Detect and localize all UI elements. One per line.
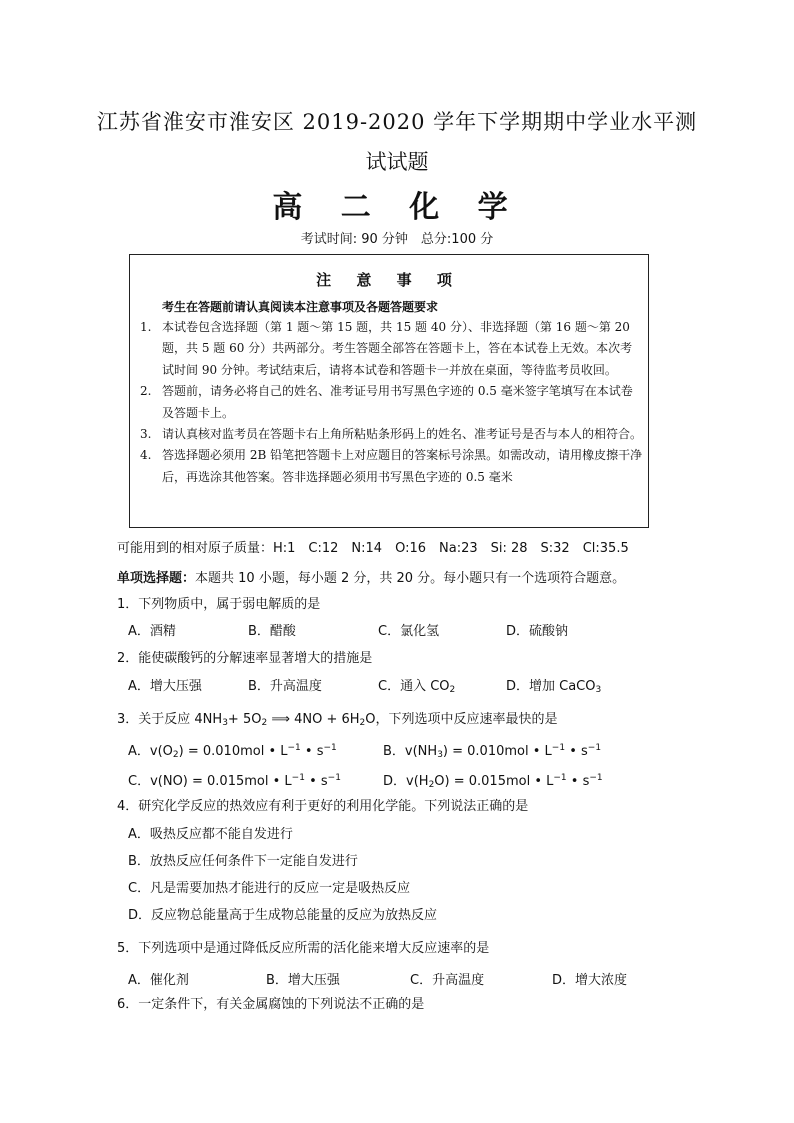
q3-d-part: O) = 0.015mol • L xyxy=(434,774,554,789)
q3-a-part: A．v(O xyxy=(128,744,173,759)
q2-option-d xyxy=(506,675,601,695)
q2-option-c-subscript: 2 xyxy=(449,685,456,695)
q2-option-d-subscript: 3 xyxy=(595,685,602,695)
question-2-stem: 2．能使碳酸钙的分解速率显著增大的措施是 xyxy=(117,651,373,666)
notice-item-number: 4. xyxy=(140,448,152,463)
q4-option-b: B．放热反应任何条件下一定能自发进行 xyxy=(128,854,358,869)
notice-item-text: 本试卷包含选择题（第 1 题～第 15 题，共 15 题 40 分）、非选择题（第 16 题～第 20 题，共 5 题 60 分）共两部分。考生答题全部答在答题卡上，答在本试卷上无效。本次考试时间 90 分钟。考试结束后，请将本试卷和答题卡一并放在桌面，等待监考员收回。 xyxy=(162,320,633,377)
section-heading-text: 本题共 10 小题，每小题 2 分，共 20 分。每小题只有一个选项符合题意。 xyxy=(195,571,626,586)
q3-subscript: 2 xyxy=(359,718,366,728)
q2-option-a: A．增大压强 xyxy=(128,679,202,694)
section-heading xyxy=(117,567,625,586)
question-5-stem: 5．下列选项中是通过降低反应所需的活化能来增大反应速率的是 xyxy=(117,941,490,956)
q3-superscript: −1 xyxy=(291,773,305,783)
subject-title: 高 二 化 学 xyxy=(272,190,522,225)
notice-item xyxy=(138,445,643,488)
notice-item-text: 答选择题必须用 2B 铅笔把答题卡上对应题目的答案标号涂黑。如需改动，请用橡皮擦干净后，再选涂其他答案。答非选择题必须用书写黑色字迹的 0.5 毫米 xyxy=(162,448,643,484)
q3-option-b xyxy=(383,740,601,760)
notice-item-number: 3. xyxy=(140,427,152,442)
q3-d-part: • s xyxy=(566,774,590,789)
notice-item xyxy=(138,424,643,445)
q1-option-d: D．硫酸钠 xyxy=(506,624,569,639)
q2-option-d-text: D．增加 CaCO xyxy=(506,679,596,694)
q3-c-part: • s xyxy=(304,774,328,789)
notice-title: 注 意 事 项 xyxy=(316,271,462,289)
q1-option-a: A．酒精 xyxy=(128,624,176,639)
q1-option-b: B．醋酸 xyxy=(248,624,296,639)
q5-option-d: D．增大浓度 xyxy=(552,973,628,988)
q3-stem-part: ⟹ 4NO + 6H xyxy=(267,712,360,727)
notice-item-number: 1. xyxy=(140,320,152,334)
q3-d-part: D．v(H xyxy=(383,774,429,789)
q5-option-c: C．升高温度 xyxy=(410,973,485,988)
question-1-stem: 1．下列物质中，属于弱电解质的是 xyxy=(117,597,321,612)
q2-option-c xyxy=(378,675,455,695)
question-3-stem xyxy=(117,708,558,728)
notice-item xyxy=(138,381,643,424)
q2-option-c-text: C．通入 CO xyxy=(378,679,450,694)
notice-item xyxy=(138,317,643,381)
notice-box xyxy=(129,254,649,528)
q3-subscript: 3 xyxy=(222,718,228,728)
question-4-stem: 4．研究化学反应的热效应有利于更好的利用化学能。下列说法正确的是 xyxy=(117,799,529,814)
q3-superscript: −1 xyxy=(323,743,337,753)
q3-stem-part: 3．关于反应 4NH xyxy=(117,712,223,727)
q5-option-b: B．增大压强 xyxy=(266,973,340,988)
notice-item-text: 答题前，请务必将自己的姓名、准考证号用书写黑色字迹的 0.5 毫米签字笔填写在本试卷及答题卡上。 xyxy=(162,384,633,420)
q3-superscript: −1 xyxy=(551,743,566,753)
q3-subscript: 2 xyxy=(428,780,435,790)
q1-option-c: C．氯化氢 xyxy=(378,624,440,639)
q3-stem-part: + 5O xyxy=(227,712,262,727)
q3-stem-part: O，下列选项中反应速率最快的是 xyxy=(365,712,558,727)
q3-superscript: −1 xyxy=(327,773,341,783)
q2-option-b: B．升高温度 xyxy=(248,679,322,694)
q3-option-a xyxy=(128,740,337,760)
q4-option-c: C．凡是需要加热才能进行的反应一定是吸热反应 xyxy=(128,881,411,896)
q3-subscript: 2 xyxy=(172,750,179,760)
question-6-stem: 6．一定条件下，有关金属腐蚀的下列说法不正确的是 xyxy=(117,997,425,1012)
q3-subscript: 2 xyxy=(261,718,268,728)
exam-title-line1: 江苏省淮安市淮安区 2019-2020 学年下学期期中学业水平测 xyxy=(96,110,698,134)
q3-b-part: ) = 0.010mol • L xyxy=(442,744,552,759)
q5-option-a: A．催化剂 xyxy=(128,973,189,988)
q3-superscript: −1 xyxy=(587,743,602,753)
q3-a-part: • s xyxy=(300,744,324,759)
exam-info: 考试时间: 90 分钟 总分:100 分 xyxy=(300,232,494,247)
notice-item-text: 请认真核对监考员在答题卡右上角所粘贴条形码上的姓名、准考证号是否与本人的相符合。 xyxy=(162,427,643,442)
q3-c-part: C．v(NO) = 0.015mol • L xyxy=(128,774,292,789)
q4-option-d: D．反应物总能量高于生成物总能量的反应为放热反应 xyxy=(128,908,438,923)
q4-option-a: A．吸热反应都不能自发进行 xyxy=(128,827,293,842)
exam-title-line2: 试试题 xyxy=(365,150,429,174)
section-heading-label: 单项选择题： xyxy=(117,571,196,586)
q3-b-part: B．v(NH xyxy=(383,744,438,759)
q3-superscript: −1 xyxy=(553,773,567,783)
q3-superscript: −1 xyxy=(589,773,603,783)
q3-superscript: −1 xyxy=(287,743,301,753)
q3-b-part: • s xyxy=(565,744,588,759)
notice-lead: 考生在答题前请认真阅读本注意事项及各题答题要求 xyxy=(162,300,439,314)
q3-option-c xyxy=(128,770,341,789)
notice-item-number: 2. xyxy=(140,384,152,399)
q3-subscript: 3 xyxy=(437,750,443,760)
q3-a-part: ) = 0.010mol • L xyxy=(178,744,288,759)
q3-option-d xyxy=(383,770,603,790)
atomic-masses: 可能用到的相对原子质量：H:1 C:12 N:14 O:16 Na:23 Si: 28 S:32 Cl:35.5 xyxy=(117,541,629,556)
notice-items xyxy=(138,317,643,488)
